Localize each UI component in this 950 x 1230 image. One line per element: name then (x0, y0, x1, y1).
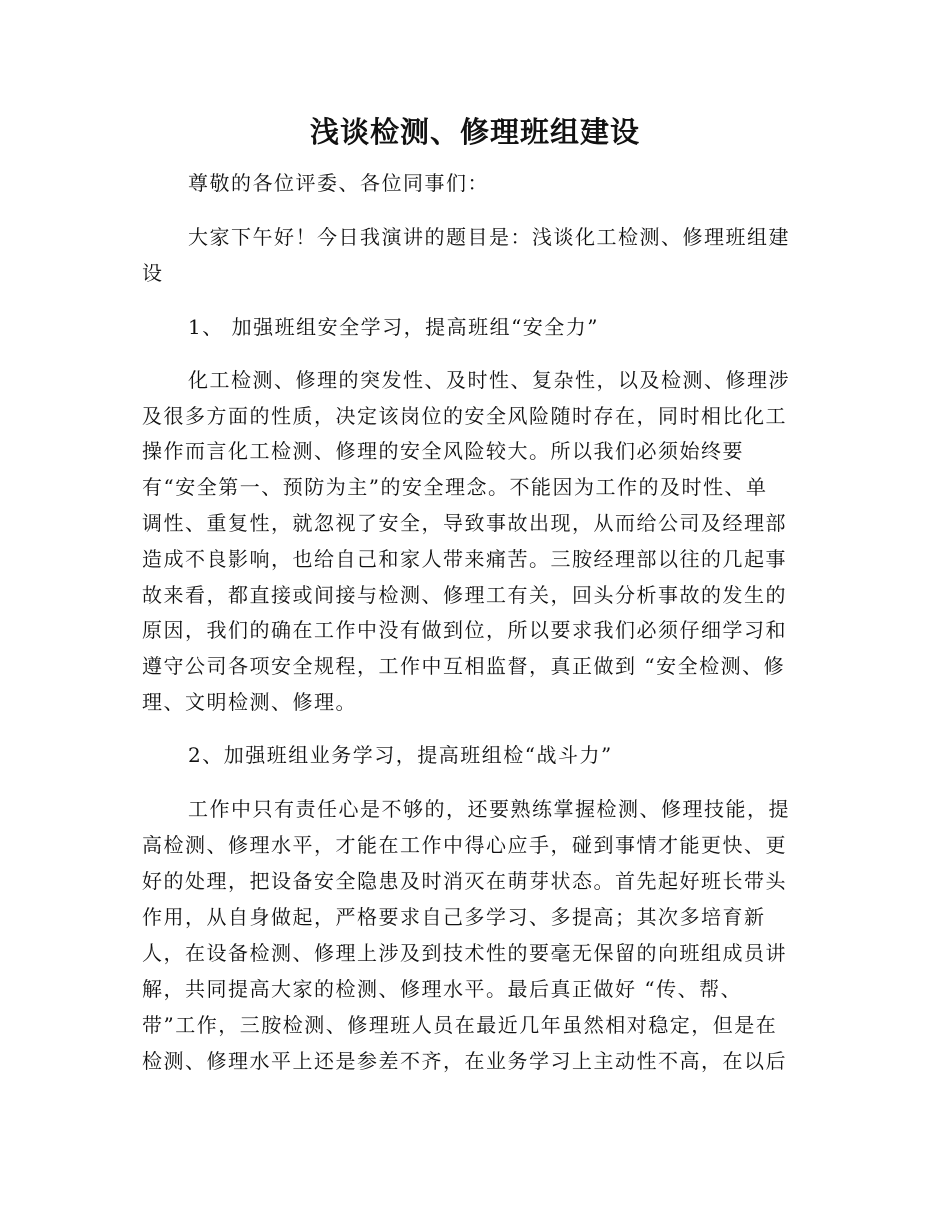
paragraph-line: 检测、修理水平上还是参差不齐，在业务学习上主动性不高，在以后 (142, 1049, 787, 1073)
document-title: 浅谈检测、修理班组建设 (309, 115, 640, 149)
paragraph-line: 工作中只有责任心是不够的，还要熟练掌握检测、修理技能，提 (188, 797, 790, 821)
paragraph-line: 化工检测、修理的突发性、及时性、复杂性，以及检测、修理涉 (188, 368, 790, 392)
paragraph-line: 及很多方面的性质，决定该岗位的安全风险随时存在，同时相比化工 (142, 404, 787, 428)
paragraph-line: 有“安全第一、预防为主”的安全理念。不能因为工作的及时性、单 (142, 475, 768, 499)
paragraph-line: 人，在设备检测、修理上涉及到技术性的要毫无保留的向班组成员讲 (142, 941, 787, 965)
paragraph-line: 设 (142, 261, 164, 285)
paragraph-line: 故来看，都直接或间接与检测、修理工有关，回头分析事故的发生的 (142, 583, 787, 607)
paragraph-line: 操作而言化工检测、修理的安全风险较大。所以我们必须始终要 (142, 439, 744, 463)
paragraph-line: 作用，从自身做起，严格要求自己多学习、多提高；其次多培育新 (142, 905, 766, 929)
paragraph-line: 造成不良影响，也给自己和家人带来痛苦。三胺经理部以往的几起事 (142, 547, 787, 571)
section-heading: 2、加强班组业务学习，提高班组检“战斗力” (188, 743, 613, 767)
paragraph-line: 调性、重复性，就忽视了安全，导致事故出现，从而给公司及经理部 (142, 511, 787, 535)
paragraph-line: 好的处理，把设备安全隐患及时消灭在萌芽状态。首先起好班长带头 (142, 869, 787, 893)
paragraph-line: 原因，我们的确在工作中没有做到位，所以要求我们必须仔细学习和 (142, 618, 787, 642)
paragraph-line: 遵守公司各项安全规程，工作中互相监督，真正做到 “安全检测、修 (142, 654, 786, 678)
paragraph-line: 解，共同提高大家的检测、修理水平。最后真正做好 “传、帮、 (142, 977, 743, 1001)
paragraph-line: 理、文明检测、修理。 (142, 690, 357, 714)
paragraph-line: 高检测、修理水平，才能在工作中得心应手，碰到事情才能更快、更 (142, 833, 787, 857)
paragraph-line: 大家下午好！今日我演讲的题目是：浅谈化工检测、修理班组建 (188, 225, 790, 249)
paragraph-line: 带”工作，三胺检测、修理班人员在最近几年虽然相对稳定，但是在 (142, 1013, 778, 1037)
salutation-line: 尊敬的各位评委、各位同事们： (188, 171, 489, 195)
section-heading: 1、 加强班组安全学习，提高班组“安全力” (188, 315, 600, 339)
